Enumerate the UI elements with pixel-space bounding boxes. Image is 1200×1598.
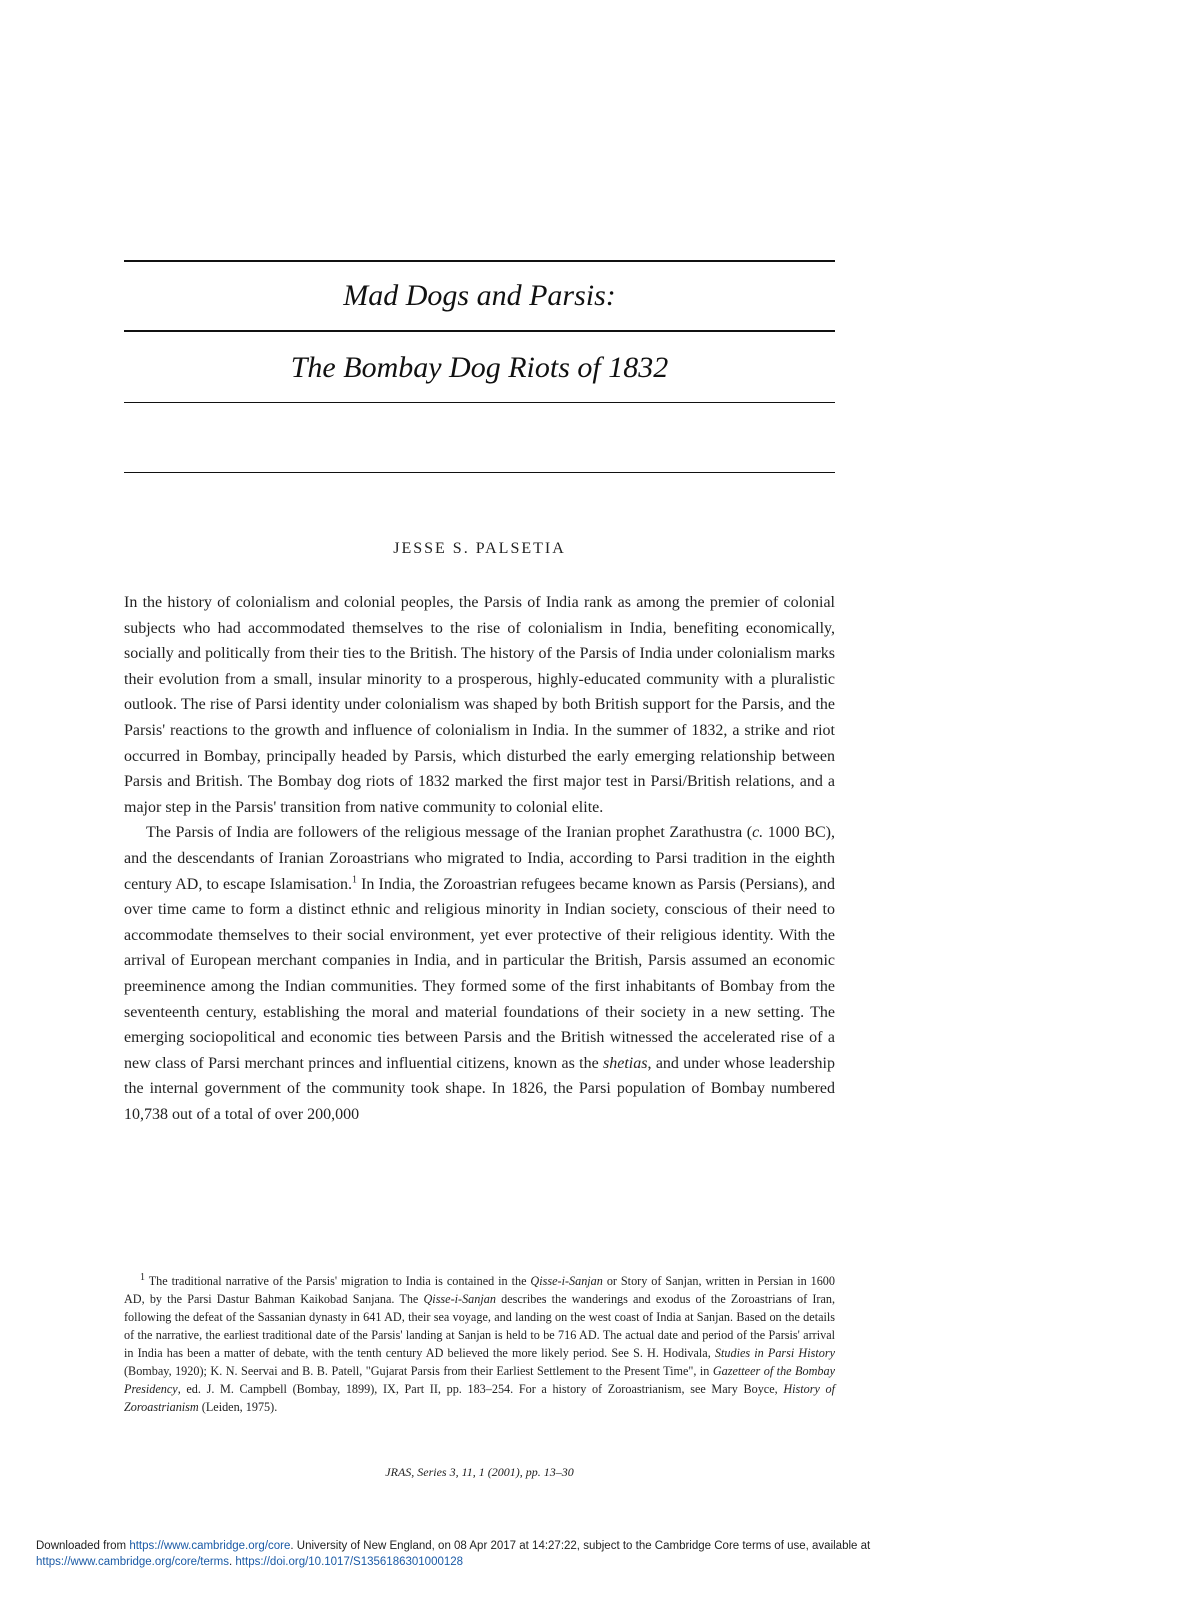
footnote-text-e: , ed. J. M. Campbell (Bombay, 1899), IX, Part II, pp. 183–254. For a history of Zoroastrianism, see Mary Boyce, (177, 1382, 784, 1396)
download-middle: . University of New England, on 08 Apr 2017 at 14:27:22, subject to the Cambridge Core terms of use, available at (290, 1540, 871, 1552)
article-title-line1: Mad Dogs and Parsis: (343, 279, 616, 312)
paragraph-1: In the history of colonialism and colonial peoples, the Parsis of India rank as among the premier of colonial subjects who had accommodated themselves to the rise of colonialism in India, benefiting economically, socially and politically from their ties to the British. The history of the Parsis of India under colonialism marks their evolution from a small, insular minority to a prosperous, highly-educated community with a pluralistic outlook. The rise of Parsi identity under colonialism was shaped by both British support for the Parsis, and the Parsis' reactions to the growth and influence of colonialism in India. In the summer of 1832, a strike and riot occurred in Bombay, principally headed by Parsis, which disturbed the early emerging relationship between Parsis and British. The Bombay dog riots of 1832 marked the first major test in Parsi/British relations, and a major step in the Parsis' transition from native community to colonial elite. (124, 594, 835, 816)
footnote-text-c: describes the wanderings and exodus of the Zoroastrians of Iran, following the defeat of the Sassanian dynasty in 641 AD, their sea voyage, and landing on the west coast of India at Sanjan. Based on the details of the narrative, the earliest traditional date of the Parsis' landing at Sanjan is held to be 716 AD. The actual date and period of the Parsis' arrival in India has been a matter of debate, with the tenth century AD believed the more likely period. See S. H. Hodivala, (124, 1292, 835, 1360)
footnote-text-b: or Story of Sanjan, written in Persian in 1600 AD, by the Parsi Dastur Bahman Kaikobad Sanjana. The (124, 1274, 835, 1306)
footnote-marker[interactable]: 1 (351, 874, 357, 886)
download-separator: . (229, 1556, 236, 1568)
footnote-title-history: History of Zoroastrianism (124, 1382, 835, 1414)
footnote-title-gazetteer: Gazetteer of the Bombay Presidency (124, 1364, 835, 1396)
circa-abbrev: c. (752, 824, 764, 842)
article-title-line2: The Bombay Dog Riots of 1832 (290, 351, 669, 384)
title-rule-bottom (124, 402, 835, 403)
author-name: JESSE S. PALSETIA (393, 540, 566, 557)
paragraph-2-text-b: 1000 BC), and the descendants of Iranian Zoroastrians who migrated to India, according to Parsi tradition in the eighth century AD, to escape Islamisation. (124, 824, 835, 893)
title-rule-middle (124, 330, 835, 332)
footnote-1 (124, 1272, 835, 1416)
paragraph-2 (124, 820, 835, 1127)
paragraph-2-text-a: The Parsis of India are followers of the religious message of the Iranian prophet Zarathustra ( (146, 824, 753, 842)
download-prefix: Downloaded from (36, 1540, 130, 1552)
footnote-text-a: The traditional narrative of the Parsis' migration to India is contained in the (145, 1274, 531, 1288)
term-shetias: shetias (603, 1054, 648, 1072)
doi-link[interactable]: https://doi.org/10.1017/S1356186301000128 (235, 1556, 464, 1568)
terms-link[interactable]: https://www.cambridge.org/core/terms (36, 1556, 230, 1568)
download-notice (36, 1538, 1186, 1570)
journal-reference: JRAS, Series 3, 11, 1 (2001), pp. 13–30 (385, 1465, 574, 1479)
footnote-text-d: (Bombay, 1920); K. N. Seervai and B. B. Patell, "Gujarat Parsis from their Earliest Settlement to the Present Time", in (124, 1364, 713, 1378)
footnote-title-studies: Studies in Parsi History (714, 1346, 835, 1360)
cambridge-core-link[interactable]: https://www.cambridge.org/core (129, 1540, 291, 1552)
article-body (124, 590, 835, 1127)
footnote-number: 1 (140, 1271, 145, 1283)
title-rule-top (124, 260, 835, 262)
paragraph-2-text-c: In India, the Zoroastrian refugees became known as Parsis (Persians), and over time came to form a distinct ethnic and religious minority in Indian society, conscious of their need to accommodate themselves to their social environment, yet ever protective of their religious identity. With the arrival of European merchant companies in India, and in particular the British, Parsis assumed an economic preeminence among the Indian communities. They formed some of the first inhabitants of Bombay from the seventeenth century, establishing the moral and material foundations of their society in a new setting. The emerging sociopolitical and economic ties between Parsis and the British witnessed the accelerated rise of a new class of Parsi merchant princes and influential citizens, known as the (124, 875, 835, 1072)
footnote-title-qisse-2: Qisse-i-Sanjan (423, 1292, 496, 1306)
footnote-text-f: (Leiden, 1975). (198, 1400, 278, 1414)
section-rule (124, 472, 835, 473)
paragraph-2-text-d: , and under whose leadership the internal government of the community took shape. In 1826, the Parsi population of Bombay numbered 10,738 out of a total of over 200,000 (124, 1054, 835, 1123)
footnote-title-qisse: Qisse-i-Sanjan (530, 1274, 603, 1288)
